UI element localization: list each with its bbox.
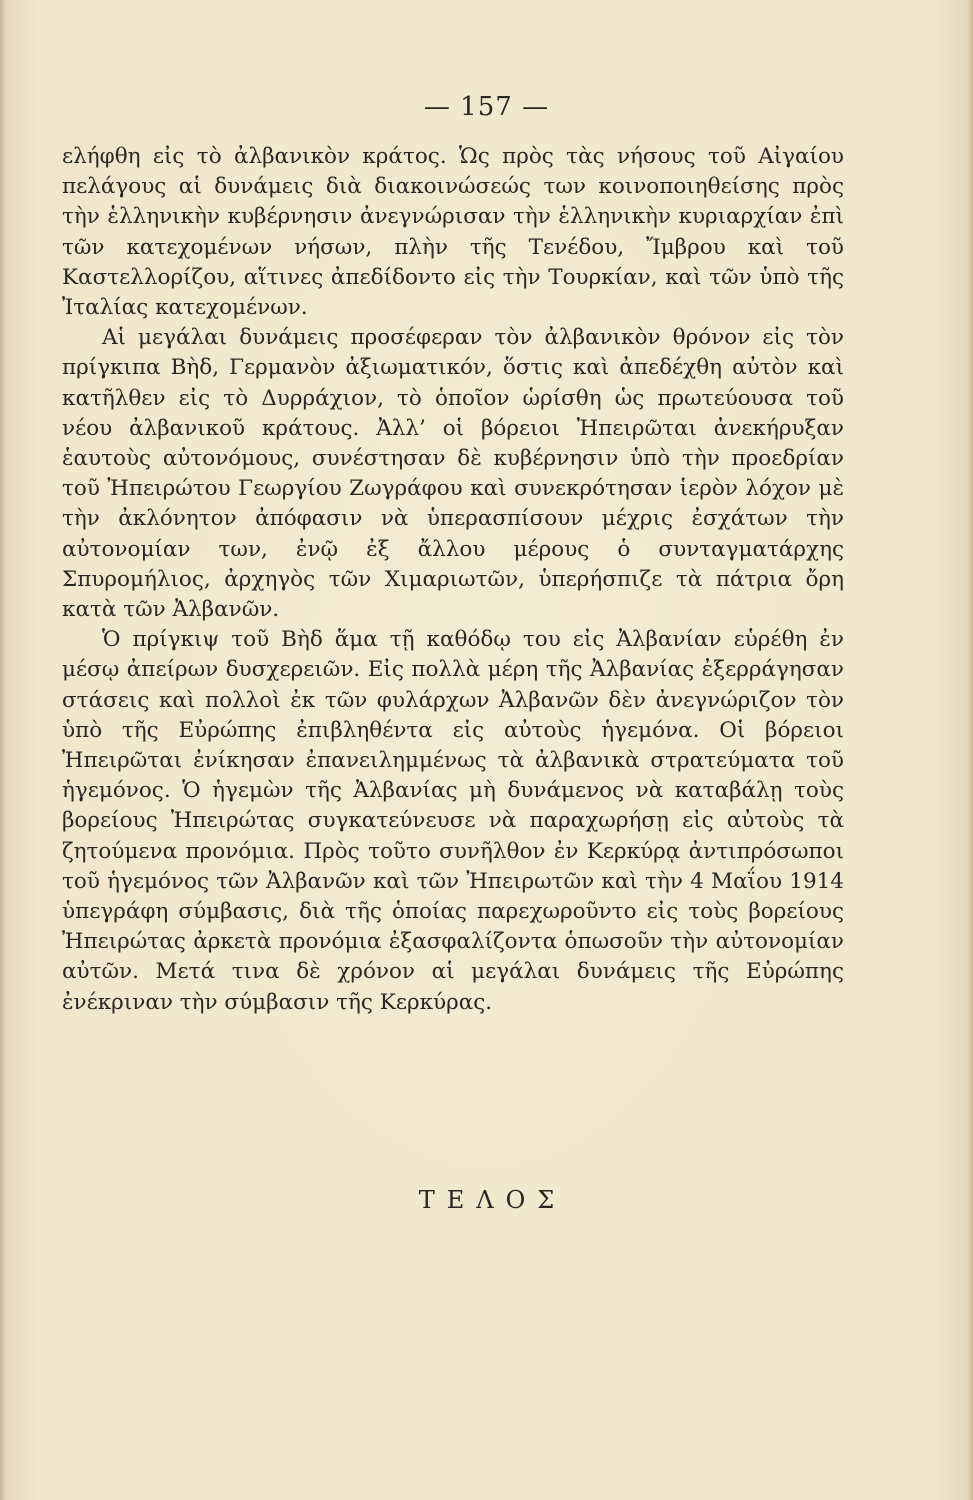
page-edge-left [0, 0, 6, 1500]
paragraph-3: Ὁ πρίγκιψ τοῦ Βὴδ ἅμα τῇ καθόδῳ του εἰς Ἀλβανίαν εὑρέθη ἐν μέσῳ ἀπείρων δυσχερειῶν. Εἰς πολλὰ μέρη τῆς Ἀλβανίας ἐξερράγησαν στάσεις καὶ πολλοὶ ἐκ τῶν φυλάρχων Ἀλβανῶν δὲν ἀνεγνώριζον τὸν ὑπὸ τῆς Εὐρώπης ἐπιβληθέντα εἰς αὐτοὺς ἡγεμόνα. Οἱ βόρειοι Ἠπειρῶται ἐνίκησαν ἐπανειλημμένως τὰ ἀλβανικὰ στρατεύματα τοῦ ἡγεμόνος. Ὁ ἡγεμὼν τῆς Ἀλβανίας μὴ δυνάμενος νὰ καταβάλῃ τοὺς βορείους Ἠπειρώτας συγκατεύνευσε νὰ παραχωρήσῃ εἰς αὐτοὺς τὰ ζητούμενα προνόμια. Πρὸς τοῦτο συνῆλθον ἐν Κερκύρᾳ ἀντιπρόσωποι τοῦ ἡγεμόνος τῶν Ἀλβανῶν καὶ τῶν Ἠπειρωτῶν καὶ τὴν 4 Μαΐου 1914 ὑπεγράφη σύμβασις, διὰ τῆς ὁποίας παρεχωροῦντο εἰς τοὺς βορείους Ἠπειρώτας ἀρκετὰ προνόμια ἐξασφαλίζοντα ὁπωσοῦν τὴν αὐτονομίαν αὐτῶν. Μετά τινα δὲ χρόνον αἱ μεγάλαι δυνάμεις τῆς Εὐρώπης ἐνέκριναν τὴν σύμβασιν τῆς Κερκύρας. [62, 627, 844, 1015]
page-number: — 157 — [423, 92, 550, 122]
body-text [62, 142, 844, 1018]
paragraph-2: Αἱ μεγάλαι δυνάμεις προσέφεραν τὸν ἀλβανικὸν θρόνον εἰς τὸν πρίγκιπα Βὴδ, Γερμανὸν ἀξιωματικόν, ὅστις καὶ ἀπεδέχθη αὐτὸν καὶ κατῆλθεν εἰς τὸ Δυρράχιον, τὸ ὁποῖον ὡρίσθη ὡς πρωτεύουσα τοῦ νέου ἀλβανικοῦ κράτους. Ἀλλ’ οἱ βόρειοι Ἠπειρῶται ἀνεκήρυξαν ἑαυτοὺς αὐτονόμους, συνέστησαν δὲ κυβέρνησιν ὑπὸ τὴν προεδρίαν τοῦ Ἠπειρώτου Γεωργίου Ζωγράφου καὶ συνεκρότησαν ἱερὸν λόχον μὲ τὴν ἀκλόνητον ἀπόφασιν νὰ ὑπερασπίσουν μέχρις ἐσχάτων τὴν αὐτονομίαν των, ἐνῷ ἐξ ἄλλου μέρους ὁ συνταγματάρχης Σπυρομήλιος, ἀρχηγὸς τῶν Χιμαριωτῶν, ὑπερήσπιζε τὰ πάτρια ὄρη κατὰ τῶν Ἀλβανῶν. [62, 325, 844, 623]
page-edge-right [967, 0, 973, 1500]
paragraph-1: ελήφθη εἰς τὸ ἀλβανικὸν κράτος. Ὡς πρὸς τὰς νήσους τοῦ Αἰγαίου πελάγους αἱ δυνάμεις διὰ διακοινώσεώς των κοινοποιηθείσης πρὸς τὴν ἑλληνικὴν κυβέρνησιν ἀνεγνώρισαν τὴν ἑλληνικὴν κυριαρχίαν ἐπὶ τῶν κατεχομένων νήσων, πλὴν τῆς Τενέδου, Ἴμβρου καὶ τοῦ Καστελλορίζου, αἵτινες ἀπεδίδοντο εἰς τὴν Τουρκίαν, καὶ τῶν ὑπὸ τῆς Ἰταλίας κατεχομένων. [62, 144, 844, 321]
end-mark: ΤΕΛΟΣ [418, 1186, 567, 1214]
